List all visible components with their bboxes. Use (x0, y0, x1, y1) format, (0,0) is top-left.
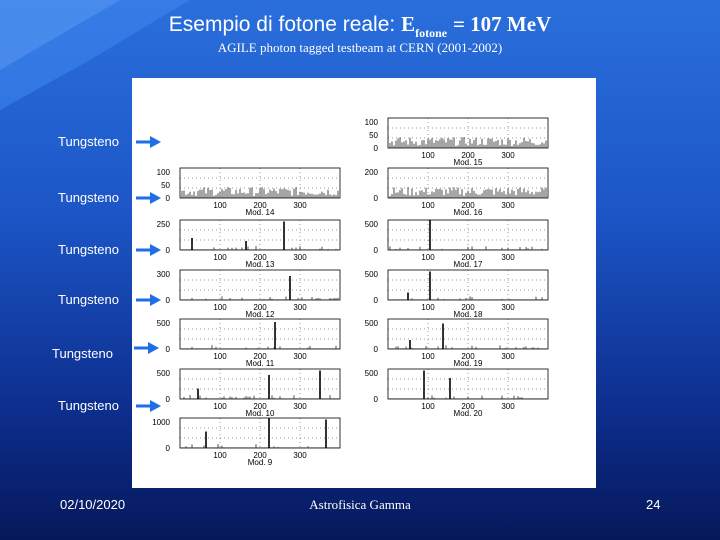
footer-date: 02/10/2020 (60, 497, 126, 512)
x-tick-label: 200 (461, 201, 475, 210)
footer-title: Astrofisica Gamma (309, 497, 411, 512)
x-tick-label: 200 (253, 402, 267, 411)
y-tick-label: 0 (165, 296, 170, 305)
histogram-image (132, 78, 596, 488)
y-tick-label: 500 (364, 319, 378, 328)
y-tick-label: 100 (364, 118, 378, 127)
label-tungsteno-5: Tungsteno (52, 346, 113, 361)
arrow-right-icon (136, 399, 162, 413)
module-label: Mod. 15 (453, 158, 483, 167)
y-tick-label: 500 (364, 220, 378, 229)
footer-page-number: 24 (646, 497, 661, 512)
module-label: Mod. 10 (245, 409, 275, 418)
x-tick-label: 200 (253, 303, 267, 312)
x-tick-label: 100 (213, 201, 227, 210)
title-energy-value: = 107 MeV (452, 12, 552, 36)
title-energy-subscript: fotone (415, 26, 448, 40)
y-tick-label: 0 (165, 395, 170, 404)
y-tick-label: 1000 (152, 418, 170, 427)
slide-subtitle: AGILE photon tagged testbeam at CERN (2001-2002) (217, 40, 503, 55)
y-tick-label: 500 (156, 369, 170, 378)
x-tick-label: 300 (293, 352, 307, 361)
module-label: Mod. 17 (453, 260, 483, 269)
module-label: Mod. 14 (245, 208, 275, 217)
histogram-panel (132, 78, 596, 488)
module-label: Mod. 16 (453, 208, 483, 217)
y-tick-label: 500 (156, 319, 170, 328)
arrow-right-icon (136, 135, 162, 149)
x-tick-label: 300 (501, 151, 515, 160)
arrow-right-icon (136, 243, 162, 257)
arrow-right-icon (136, 191, 162, 205)
module-label: Mod. 11 (245, 359, 275, 368)
x-tick-label: 100 (421, 201, 435, 210)
y-tick-label: 0 (373, 296, 378, 305)
x-tick-label: 300 (293, 201, 307, 210)
module-label: Mod. 12 (245, 310, 275, 319)
y-tick-label: 500 (364, 369, 378, 378)
x-tick-label: 300 (501, 253, 515, 262)
y-tick-label: 0 (373, 246, 378, 255)
y-tick-label: 200 (364, 168, 378, 177)
x-tick-label: 200 (461, 253, 475, 262)
y-tick-label: 0 (373, 345, 378, 354)
x-tick-label: 100 (213, 303, 227, 312)
y-tick-label: 0 (373, 194, 378, 203)
x-tick-label: 100 (213, 352, 227, 361)
x-tick-label: 200 (253, 201, 267, 210)
x-tick-label: 100 (421, 253, 435, 262)
x-tick-label: 100 (213, 253, 227, 262)
y-tick-label: 0 (373, 395, 378, 404)
x-tick-label: 300 (293, 253, 307, 262)
y-tick-label: 0 (373, 144, 378, 153)
label-tungsteno-1: Tungsteno (58, 134, 119, 149)
x-tick-label: 300 (501, 303, 515, 312)
module-label: Mod. 13 (245, 260, 275, 269)
x-tick-label: 300 (501, 201, 515, 210)
x-tick-label: 300 (293, 402, 307, 411)
y-tick-label: 500 (364, 270, 378, 279)
y-tick-label: 50 (369, 131, 378, 140)
title-energy-symbol: E (401, 12, 416, 36)
module-label: Mod. 18 (453, 310, 483, 319)
x-tick-label: 300 (293, 303, 307, 312)
label-tungsteno-2: Tungsteno (58, 190, 119, 205)
y-tick-label: 0 (165, 345, 170, 354)
x-tick-label: 200 (461, 352, 475, 361)
label-tungsteno-3: Tungsteno (58, 242, 119, 257)
y-tick-label: 0 (165, 194, 170, 203)
x-tick-label: 100 (213, 451, 227, 460)
y-tick-label: 0 (165, 246, 170, 255)
y-tick-label: 250 (156, 220, 170, 229)
x-tick-label: 100 (421, 303, 435, 312)
x-tick-label: 300 (501, 352, 515, 361)
x-tick-label: 200 (461, 303, 475, 312)
x-tick-label: 200 (253, 451, 267, 460)
x-tick-label: 100 (421, 151, 435, 160)
x-tick-label: 200 (461, 402, 475, 411)
x-tick-label: 300 (293, 451, 307, 460)
x-tick-label: 200 (253, 352, 267, 361)
x-tick-label: 100 (421, 352, 435, 361)
y-tick-label: 0 (165, 444, 170, 453)
x-tick-label: 200 (253, 253, 267, 262)
x-tick-label: 100 (421, 402, 435, 411)
module-label: Mod. 20 (453, 409, 483, 418)
label-tungsteno-4: Tungsteno (58, 292, 119, 307)
title-main: Esempio di fotone reale: (168, 13, 396, 36)
label-tungsteno-6: Tungsteno (58, 398, 119, 413)
arrow-right-icon (136, 293, 162, 307)
y-tick-label: 300 (156, 270, 170, 279)
module-label: Mod. 19 (453, 359, 483, 368)
slide-title (0, 12, 720, 40)
x-tick-label: 300 (501, 402, 515, 411)
x-tick-label: 200 (461, 151, 475, 160)
y-tick-label: 100 (156, 168, 170, 177)
arrow-right-icon (134, 341, 160, 355)
y-tick-label: 50 (161, 181, 170, 190)
x-tick-label: 100 (213, 402, 227, 411)
module-label: Mod. 9 (247, 458, 273, 467)
